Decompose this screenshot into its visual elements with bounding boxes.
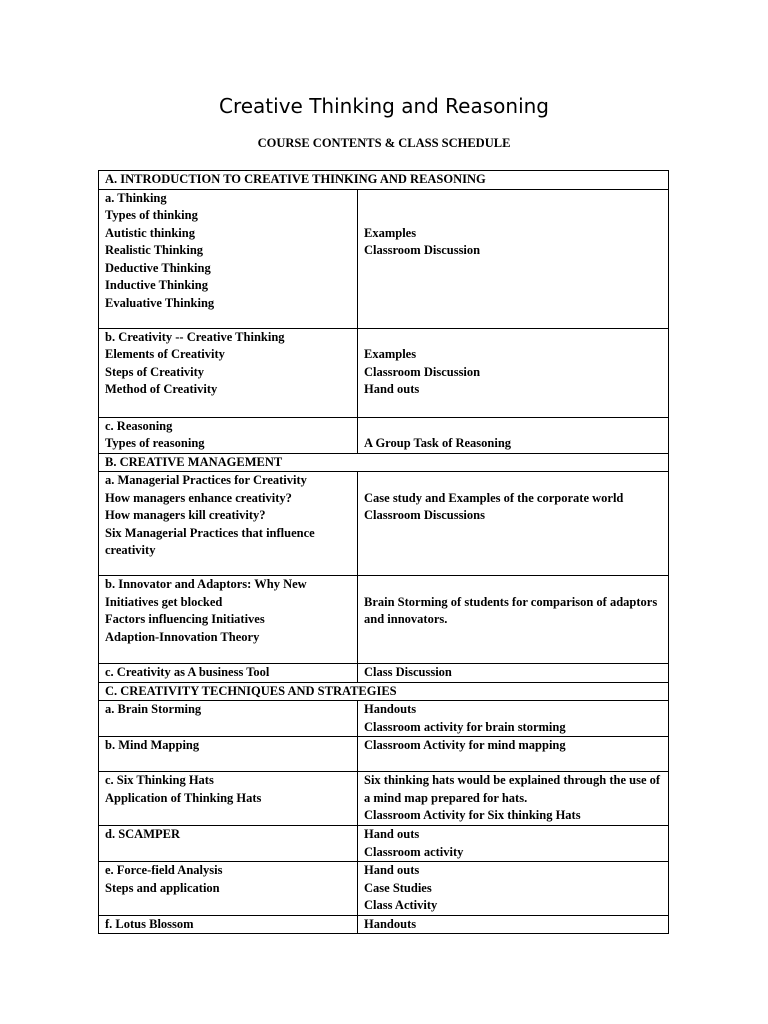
method-line: Handouts (364, 916, 417, 931)
topic-cell (99, 701, 358, 737)
topic-cell (99, 189, 358, 328)
method-cell (358, 189, 669, 328)
topic-line: c. Creativity as A business Tool (105, 665, 270, 679)
topic-line: Steps and application (105, 880, 220, 895)
method-line: Classroom Activity for mind mapping (364, 738, 566, 752)
topic-line: Factors influencing Initiatives (105, 612, 265, 626)
section-header-a (99, 171, 669, 190)
method-line: Six thinking hats would be explained through the use of a mind map prepared for hats. (364, 773, 661, 805)
schedule-table (98, 170, 669, 934)
method-cell (358, 772, 669, 826)
method-cell (358, 417, 669, 453)
topic-line: b. Mind Mapping (105, 738, 200, 752)
topic-line: Adaption-Innovation Theory (105, 629, 260, 644)
topic-cell (99, 915, 358, 934)
method-line: Classroom Discussion (364, 364, 481, 379)
method-line: Classroom Activity for Six thinking Hats (364, 808, 581, 822)
table-row (99, 862, 669, 916)
topic-line: c. Reasoning (105, 418, 173, 433)
table-row (99, 472, 669, 576)
topic-cell (99, 826, 358, 862)
section-heading: A. INTRODUCTION TO CREATIVE THINKING AND REASONING (99, 171, 669, 190)
method-line: Hand outs (364, 863, 420, 877)
topic-line: c. Six Thinking Hats (105, 773, 214, 787)
table-row (99, 826, 669, 862)
table-row (99, 417, 669, 453)
topic-line: Steps of Creativity (105, 364, 205, 379)
topic-line: a. Brain Storming (105, 702, 202, 716)
table-row (99, 915, 669, 934)
method-cell (358, 576, 669, 664)
topic-line: d. SCAMPER (105, 827, 181, 841)
method-line: Hand outs (364, 827, 420, 841)
method-line: Hand outs (364, 382, 420, 396)
topic-line: Types of reasoning (105, 436, 205, 450)
topic-cell (99, 576, 358, 664)
method-line: Examples (364, 225, 417, 240)
section-heading: B. CREATIVE MANAGEMENT (99, 453, 669, 472)
method-cell (358, 701, 669, 737)
topic-line: Evaluative Thinking (105, 295, 215, 310)
topic-line: a. Thinking (105, 190, 167, 205)
section-header-b (99, 453, 669, 472)
method-line: Class Discussion (364, 665, 452, 679)
topic-cell (99, 472, 358, 576)
topic-line: b. Creativity -- Creative Thinking (105, 329, 285, 344)
topic-line: a. Managerial Practices for Creativity (105, 473, 307, 487)
table-row (99, 576, 669, 664)
topic-line: Types of thinking (105, 208, 198, 222)
topic-cell (99, 664, 358, 683)
page-subtitle: COURSE CONTENTS & CLASS SCHEDULE (257, 136, 511, 150)
topic-line: Realistic Thinking (105, 243, 204, 257)
topic-cell (99, 417, 358, 453)
method-line: Class Activity (364, 898, 438, 912)
topic-line: f. Lotus Blossom (105, 916, 194, 931)
topic-line: Application of Thinking Hats (105, 790, 262, 805)
topic-line: Method of Creativity (105, 382, 218, 396)
topic-line: How managers kill creativity? (105, 508, 266, 522)
section-heading: C. CREATIVITY TECHNIQUES AND STRATEGIES (99, 682, 669, 701)
page-title: Creative Thinking and Reasoning (219, 94, 549, 118)
topic-line: e. Force-field Analysis (105, 863, 223, 877)
method-line: Classroom activity for brain storming (364, 719, 566, 734)
topic-cell (99, 737, 358, 772)
topic-cell (99, 328, 358, 417)
table-row (99, 701, 669, 737)
table-row (99, 772, 669, 826)
method-cell (358, 472, 669, 576)
method-line: A Group Task of Reasoning (364, 436, 512, 450)
method-cell (358, 328, 669, 417)
topic-line: Deductive Thinking (105, 260, 211, 275)
method-line: Case Studies (364, 880, 432, 895)
table-row (99, 189, 669, 328)
table-row (99, 664, 669, 683)
table-row (99, 328, 669, 417)
topic-cell (99, 862, 358, 916)
method-line: Classroom activity (364, 844, 464, 859)
method-line: Classroom Discussion (364, 243, 481, 257)
method-line: Case study and Examples of the corporate world (364, 490, 624, 505)
topic-line: Inductive Thinking (105, 278, 208, 292)
topic-line: Autistic thinking (105, 225, 195, 240)
method-line: Brain Storming of students for comparison of adaptors and innovators. (364, 594, 658, 626)
method-line: Examples (364, 347, 417, 361)
topic-line: b. Innovator and Adaptors: Why New Initiatives get blocked (105, 577, 307, 609)
method-cell (358, 862, 669, 916)
section-header-c (99, 682, 669, 701)
method-cell (358, 664, 669, 683)
topic-line: How managers enhance creativity? (105, 490, 292, 505)
topic-cell (99, 772, 358, 826)
table-row (99, 737, 669, 772)
method-line: Handouts (364, 702, 417, 716)
topic-line: Elements of Creativity (105, 347, 225, 361)
topic-line: Six Managerial Practices that influence creativity (105, 525, 315, 557)
method-cell (358, 915, 669, 934)
method-cell (358, 737, 669, 772)
method-cell (358, 826, 669, 862)
method-line: Classroom Discussions (364, 508, 485, 522)
